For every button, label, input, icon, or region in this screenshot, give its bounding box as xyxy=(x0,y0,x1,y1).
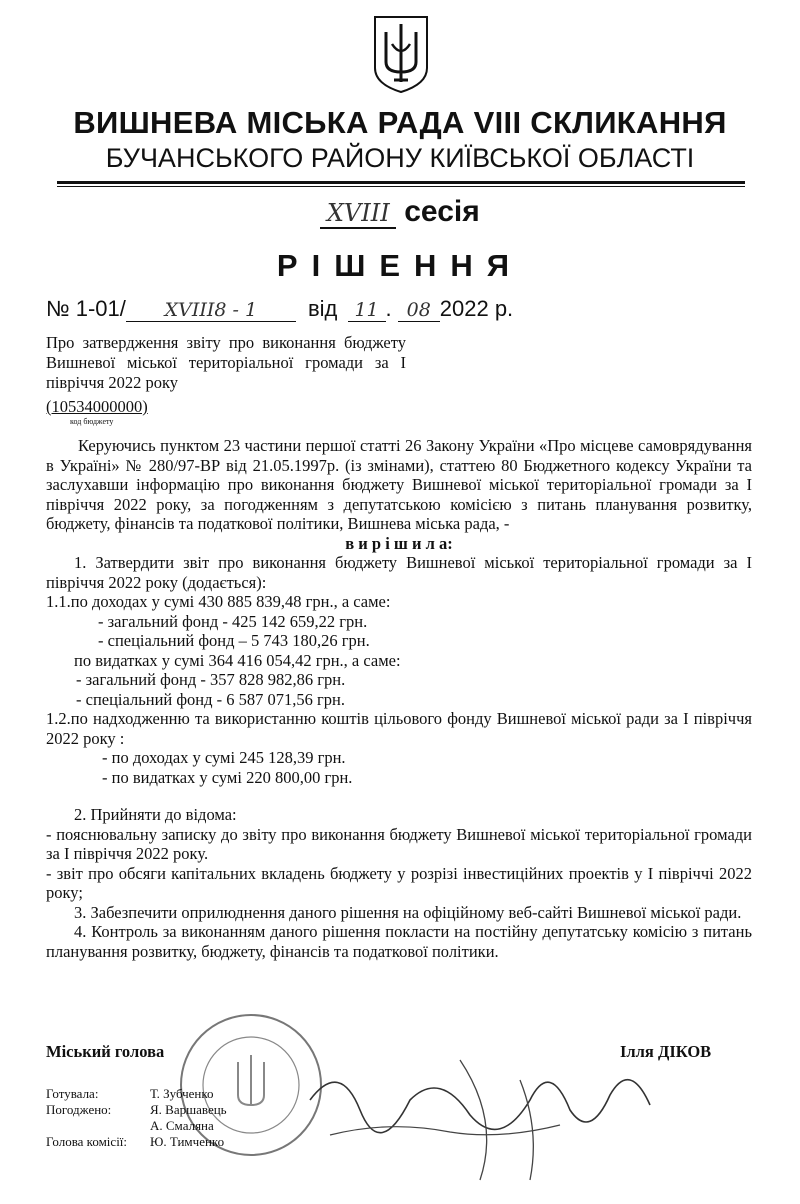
item-1-1-special: - спеціальний фонд – 5 743 180,26 грн. xyxy=(98,631,370,650)
session-line xyxy=(0,195,800,229)
item-1-1-expenses: по видатках у сумі 364 416 054,42 грн., а саме: xyxy=(74,650,401,670)
decision-title: РІШЕННЯ xyxy=(276,248,524,283)
decision-number: XVIII8 - 1 xyxy=(126,299,296,322)
number-prefix: № 1-01/ xyxy=(46,296,126,321)
resolved-heading: в и р і ш и л а: xyxy=(345,533,453,553)
budget-code xyxy=(46,397,148,417)
header-divider-thin xyxy=(57,186,745,187)
decision-subject: Про затвердження звіту про виконання бюджету Вишневої міської територіальної громади за І півріччя 2022 року xyxy=(46,333,406,392)
approval-name-agreed-2: А. Смаляна xyxy=(150,1118,214,1133)
decision-number-line: № 1-01/ XVIII8 - 1 від 11 . 08 2022 р. xyxy=(46,296,514,321)
mayor-title: Міський голова xyxy=(46,1042,165,1061)
item-3: 3. Забезпечити оприлюднення даного рішення на офіційному веб-сайті Вишневої міської ради. xyxy=(74,902,742,922)
approval-name-commission: Ю. Тимченко xyxy=(150,1134,225,1149)
coat-of-arms-icon xyxy=(372,14,430,94)
item-1-2: 1.2.по надходженню та використанню коштів цільового фонду Вишневої міської ради за І півріччя 2022 року : xyxy=(46,709,752,748)
from-word: від xyxy=(307,296,338,321)
budget-code-caption: код бюджету xyxy=(70,417,114,426)
item-2: 2. Прийняти до відома: xyxy=(74,805,237,824)
item-2-note: - пояснювальну записку до звіту про виконання бюджету Вишневої міської територіальної громади за І півріччя 2022 року. xyxy=(46,824,752,863)
session-word: сесія xyxy=(404,195,480,228)
item-2-capital: - звіт про обсяги капітальних вкладень бюджету у розрізі інвестиційних проектів у І півріччі 2022 року; xyxy=(46,863,752,902)
decision-year: 2022 р. xyxy=(439,296,514,321)
item-1-1-exp-special: - спеціальний фонд - 6 587 071,56 грн. xyxy=(76,689,345,709)
council-title: ВИШНЕВА МІСЬКА РАДА VIII СКЛИКАННЯ xyxy=(73,105,727,140)
item-1-1-general: - загальний фонд - 425 142 659,22 грн. xyxy=(98,611,368,631)
header-divider-thick xyxy=(57,181,745,184)
item-4: 4. Контроль за виконанням даного рішення покласти на постійну депутатську комісію з питань планування розвитку, бюджету, фінансів та податкової політики. xyxy=(46,922,752,961)
item-1-2-expenses: - по видатках у сумі 220 800,00 грн. xyxy=(102,767,353,787)
mayor-name: Ілля ДІКОВ xyxy=(620,1042,712,1061)
district-title: БУЧАНСЬКОГО РАЙОНУ КИЇВСЬКОЇ ОБЛАСТІ xyxy=(105,143,695,173)
approval-name-agreed-1: Я. Варшавець xyxy=(150,1102,227,1117)
budget-code-value: (10534000000) xyxy=(46,397,148,416)
decision-month: 08 xyxy=(398,299,440,322)
decision-day: 11 xyxy=(348,299,386,322)
session-number: XVIII xyxy=(320,199,396,229)
approval-label-prepared: Готувала: xyxy=(46,1086,99,1101)
approval-label-commission: Голова комісії: xyxy=(46,1134,128,1149)
item-1-1-exp-general: - загальний фонд - 357 828 982,86 грн. xyxy=(76,670,346,689)
handwritten-signature xyxy=(300,1040,720,1190)
decision-body xyxy=(46,436,752,961)
approval-label-agreed: Погоджено: xyxy=(46,1102,112,1117)
item-1-2-income: - по доходах у сумі 245 128,39 грн. xyxy=(102,748,346,767)
preamble: Керуючись пунктом 23 частини першої статті 26 Закону України «Про місцеве самоврядування в Україні» № 280/97-ВР від 21.05.1997р. (із змінами), статтею 80 Бюджетного кодексу України та заслухавши інформацію про виконання бюджету Вишневої міської територіальної громади за І півріччя 2022 року, за погодженням з депутатською комісією з питань планування розвитку, бюджету, фінансів та податкової політики, Вишнева міська рада, - xyxy=(46,436,752,533)
item-1: 1. Затвердити звіт про виконання бюджету Вишневої міської територіальної громади за І півріччя 2022 року (додається): xyxy=(46,553,752,592)
approval-name-prepared: Т. Зубченко xyxy=(150,1086,214,1101)
item-1-1: 1.1.по доходах у сумі 430 885 839,48 грн., а саме: xyxy=(46,592,391,611)
